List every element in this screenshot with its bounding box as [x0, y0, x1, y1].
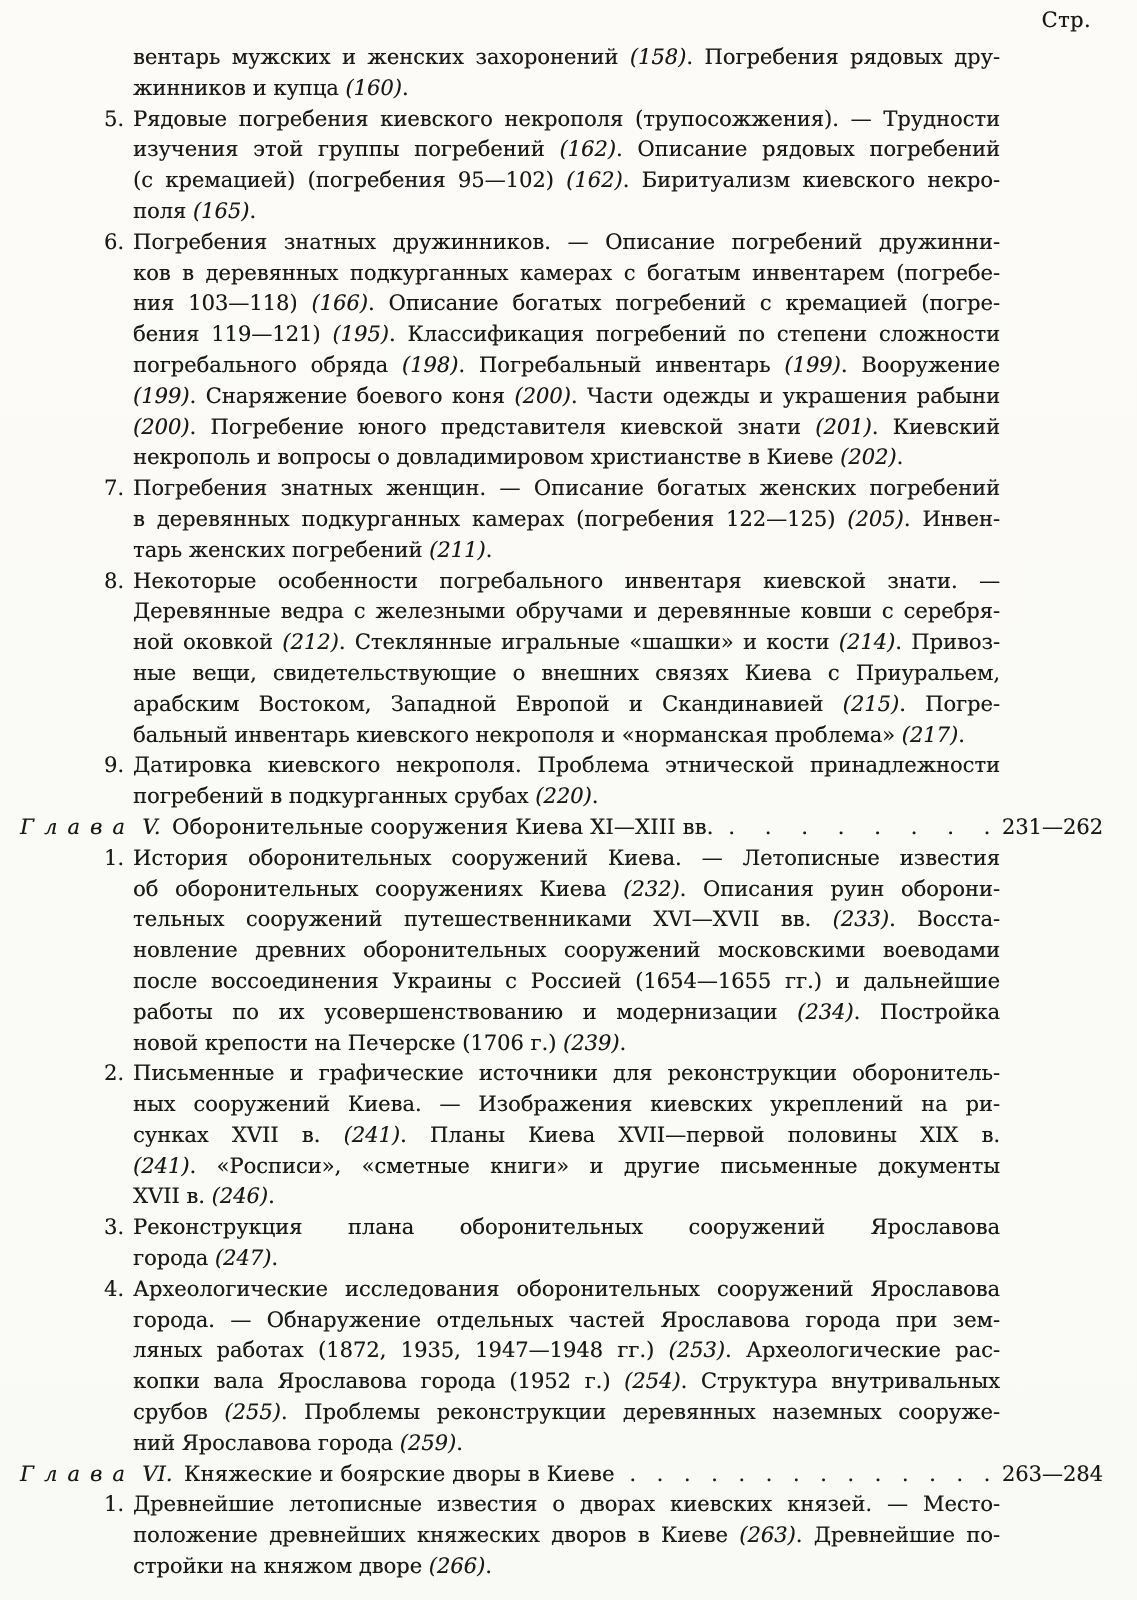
- toc-line: (200). Погребение юного представителя киевской знати (201). Киевский: [133, 414, 1000, 439]
- page-ref: (233): [832, 907, 890, 932]
- toc-item: [103, 843, 1000, 1059]
- toc-line: об оборонительных сооружениях Киева (232). Описания руин оборони-: [133, 876, 1000, 901]
- chapter-title: Оборонительные сооружения Киева XI—XIII вв.: [172, 814, 714, 839]
- toc-line: некрополь и вопросы о довладимировом христианстве в Киеве (202).: [133, 445, 904, 470]
- page-ref: (259): [399, 1430, 457, 1455]
- chapter-title: Княжеские и боярские дворы в Киеве: [183, 1461, 615, 1486]
- page-ref: (215): [842, 691, 900, 716]
- chapter-page-range: 263—284: [1001, 1461, 1103, 1486]
- page-ref: (211): [429, 537, 486, 562]
- toc-line: срубов (255). Проблемы реконструкции деревянных наземных сооруже-: [133, 1400, 1000, 1425]
- page-ref: (246): [211, 1184, 269, 1209]
- toc-line: ний Ярославова города (259).: [133, 1430, 463, 1455]
- page-ref: (202): [840, 445, 897, 470]
- toc-line: Реконструкция плана оборонительных сооружений Ярославова: [133, 1215, 1000, 1240]
- toc-line: новой крепости на Печерске (1706 г.) (239).: [133, 1030, 627, 1055]
- page-ref: (263): [739, 1523, 796, 1548]
- toc-line: ков в деревянных подкурганных камерах с богатым инвентарем (погребе-: [133, 260, 1000, 285]
- page-ref: (162): [566, 168, 623, 193]
- toc-line: погребений в подкурганных срубах (220).: [133, 784, 599, 809]
- toc-line: Погребения знатных дружинников. — Описание погребений дружинни-: [133, 229, 1000, 254]
- page-ref: (162): [559, 137, 616, 162]
- toc-item: [103, 750, 1000, 812]
- toc-line: XVII в. (246).: [133, 1184, 275, 1209]
- toc-line: Рядовые погребения киевского некрополя (трупосожжения). — Трудности: [133, 106, 1000, 131]
- page-ref: (214): [838, 630, 896, 655]
- page-ref: (165): [192, 198, 250, 223]
- page-ref: (212): [282, 630, 339, 655]
- toc-line: Древнейшие летописные известия о дворах киевских князей. — Место-: [133, 1492, 1000, 1517]
- page-ref: (166): [311, 291, 368, 316]
- toc-item-number: 6.: [103, 229, 124, 254]
- toc-line: ляных работах (1872, 1935, 1947—1948 гг.) (253). Археологические рас-: [133, 1338, 1000, 1363]
- toc-item-text: [133, 227, 1000, 473]
- toc-line: вентарь мужских и женских захоронений (158). Погребения рядовых дру-: [133, 45, 1000, 69]
- toc-item-number: 4.: [103, 1276, 124, 1301]
- toc-line: ных сооружений Киева. — Изображения киевских укреплений на ри-: [133, 1092, 1000, 1117]
- toc-line: поля (165).: [133, 198, 257, 223]
- chapter-label: Глава: [20, 1461, 135, 1486]
- toc-line: История оборонительных сооружений Киева. — Летописные известия: [133, 845, 1000, 870]
- toc-line: города (247).: [133, 1246, 279, 1271]
- toc-item-text: [133, 104, 1000, 227]
- page-ref: (201): [815, 414, 872, 439]
- toc-item-text: [133, 473, 1000, 565]
- toc-line: (199). Снаряжение боевого коня (200). Части одежды и украшения рабыни: [133, 383, 1000, 408]
- toc-item-number: 1.: [103, 1492, 124, 1517]
- toc-item: [103, 1489, 1000, 1581]
- toc-item: [103, 1212, 1000, 1274]
- toc-line: тельных сооружений путешественниками XVI—XVII вв. (233). Восста-: [133, 907, 1000, 932]
- page-ref: (266): [428, 1554, 486, 1579]
- dot-leader: . . . . . . . .: [728, 814, 991, 839]
- toc-line: Погребения знатных женщин. — Описание богатых женских погребений: [133, 476, 1000, 501]
- toc-item: [103, 104, 1001, 227]
- toc-item-number: 8.: [103, 568, 124, 593]
- toc-item: [103, 1058, 1000, 1212]
- toc-line: положение древнейших княжеских дворов в Киеве (263). Древнейшие по-: [133, 1523, 1000, 1548]
- toc-line: Датировка киевского некрополя. Проблема этнической принадлежности: [133, 753, 1000, 778]
- toc-line: новление древних оборонительных сооружений московскими воеводами: [133, 938, 1000, 963]
- toc-line: в деревянных подкурганных камерах (погребения 122—125) (205). Инвен-: [133, 506, 1000, 531]
- toc-item-text: [133, 566, 1000, 751]
- toc-item-text: [133, 750, 1000, 812]
- toc-line: бения 119—121) (195). Классификация погребений по степени сложности: [133, 322, 1000, 347]
- page-ref: (158): [629, 45, 687, 69]
- page-column-heading: Стр.: [1041, 8, 1091, 32]
- toc-item-number: 1.: [103, 845, 124, 870]
- toc-line: Археологические исследования оборонительных сооружений Ярославова: [133, 1276, 1000, 1301]
- chapter-numeral: V.: [142, 814, 161, 839]
- page-ref: (198): [401, 352, 459, 377]
- page-ref: (241): [133, 1153, 190, 1178]
- toc-item-text: [133, 843, 1000, 1059]
- page-ref: (241): [343, 1122, 401, 1147]
- toc-line: Деревянные ведра с железными обручами и деревянные ковши с серебря-: [133, 599, 1000, 624]
- toc-item-number: 3.: [103, 1215, 124, 1240]
- toc-line: города. — Обнаружение отдельных частей Ярославова города при зем-: [133, 1307, 1000, 1332]
- toc-line: ния 103—118) (166). Описание богатых погребений с кремацией (погре-: [133, 291, 1000, 316]
- toc-item: [103, 473, 1000, 565]
- table-of-contents: [0, 42, 1137, 1582]
- page-ref: (195): [332, 322, 389, 347]
- toc-item: [133, 42, 1000, 104]
- toc-item: [103, 566, 1000, 751]
- page-ref: (199): [133, 383, 190, 408]
- toc-chapter-row: [20, 812, 1103, 843]
- toc-item-text: [133, 1212, 1000, 1274]
- toc-line: после воссоединения Украины с Россией (1654—1655 гг.) и дальнейшие: [133, 968, 1000, 993]
- page-ref: (239): [563, 1030, 620, 1055]
- toc-line: ные вещи, свидетельствующие о внешних связях Киева с Приуральем,: [133, 660, 1000, 685]
- toc-item-text: [133, 1489, 1000, 1581]
- toc-line: Письменные и графические источники для реконструкции оборонитель-: [133, 1061, 1000, 1086]
- page-ref: (247): [214, 1246, 272, 1271]
- chapter-numeral: VI.: [142, 1461, 173, 1486]
- page-ref: (254): [624, 1369, 681, 1394]
- toc-line: работы по их усовершенствованию и модернизации (234). Постройка: [133, 999, 1000, 1024]
- toc-item-number: 2.: [103, 1061, 124, 1086]
- chapter-page-range: 231—262: [1001, 814, 1103, 839]
- toc-line: погребального обряда (198). Погребальный инвентарь (199). Вооружение: [133, 352, 1000, 377]
- toc-item-text: [133, 1274, 1000, 1459]
- page-ref: (220): [535, 784, 592, 809]
- page-ref: (253): [668, 1338, 725, 1363]
- toc-line: тарь женских погребений (211).: [133, 537, 493, 562]
- page-ref: (232): [623, 876, 680, 901]
- toc-item-text: [133, 42, 1000, 104]
- toc-line: (с кремацией) (погребения 95—102) (162). Биритуализм киевского некро-: [133, 168, 1001, 193]
- toc-line: копки вала Ярославова города (1952 г.) (254). Структура внутривальных: [133, 1369, 1000, 1394]
- page-ref: (255): [224, 1400, 281, 1425]
- toc-line: стройки на княжом дворе (266).: [133, 1554, 492, 1579]
- toc-line: ной оковкой (212). Стеклянные игральные «шашки» и кости (214). Привоз-: [133, 630, 1000, 655]
- dot-leader: . . . . . . . . . . . . . .: [629, 1461, 991, 1486]
- toc-line: бальный инвентарь киевского некрополя и «норманская проблема» (217).: [133, 722, 965, 747]
- page-ref: (217): [901, 722, 959, 747]
- page-ref: (200): [514, 383, 571, 408]
- toc-chapter-row: [20, 1459, 1103, 1490]
- chapter-label: Глава: [20, 814, 135, 839]
- toc-line: изучения этой группы погребений (162). Описание рядовых погребений: [133, 137, 1000, 162]
- toc-item-number: 7.: [103, 476, 124, 501]
- toc-item-text: [133, 1058, 1000, 1212]
- toc-line: жинников и купца (160).: [133, 75, 409, 100]
- page-ref: (234): [797, 999, 854, 1024]
- page-ref: (200): [133, 414, 190, 439]
- page-ref: (199): [784, 352, 841, 377]
- toc-item: [103, 1274, 1000, 1459]
- toc-line: сунках XVII в. (241). Планы Киева XVII—первой половины XIX в.: [133, 1122, 1000, 1147]
- toc-item: [103, 227, 1000, 473]
- toc-line: арабским Востоком, Западной Европой и Скандинавией (215). Погре-: [133, 691, 1000, 716]
- page-ref: (205): [847, 506, 904, 531]
- toc-item-number: 9.: [103, 753, 124, 778]
- toc-line: (241). «Росписи», «сметные книги» и другие письменные документы: [133, 1153, 1000, 1178]
- page-ref: (160): [345, 75, 402, 100]
- toc-item-number: 5.: [103, 106, 124, 131]
- toc-line: Некоторые особенности погребального инвентаря киевской знати. —: [133, 568, 1000, 593]
